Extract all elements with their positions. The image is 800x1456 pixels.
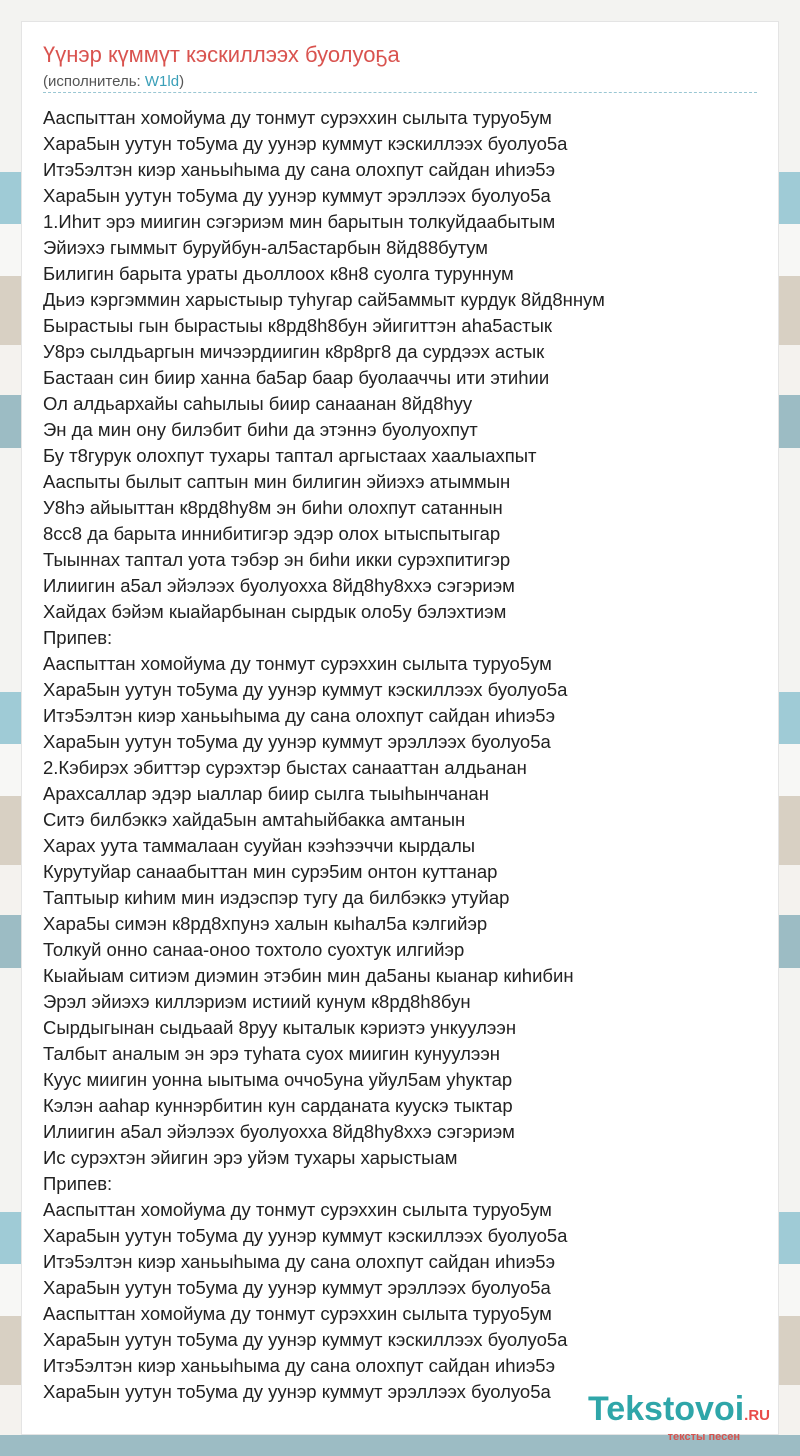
lyric-line: Ааспыттан хомойума ду тонмут сурэххин сылыта туруо5ум — [43, 107, 552, 128]
lyric-line: Ол алдьархайы саhылыы биир санаанан 8йд8hуу — [43, 393, 473, 414]
lyric-line: Эн да мин ону билэбит биhи да этэннэ буолуохпут — [43, 419, 478, 440]
lyric-line: Хайдах бэйэм кыайарбынан сырдык оло5у бэлэхтиэм — [43, 601, 507, 622]
lyrics-text — [43, 105, 768, 1405]
lyric-line: Билигин барыта ураты дьоллоох к8н8 суолга туруннум — [43, 263, 514, 284]
logo-brand: Tekstovoi — [587, 1390, 745, 1428]
lyric-line: Харах уута таммалаан сууйан кээhээччи кырдалы — [43, 835, 476, 856]
lyric-line: Итэ5элтэн киэр ханьыhыма ду сана олохпут сайдан иhиэ5э — [43, 1355, 556, 1376]
lyric-line: Ааспыттан хомойума ду тонмут сурэххин сылыта туруо5ум — [43, 1303, 552, 1324]
lyric-line: Хара5ын уутун то5ума ду уунэр куммут эрэллээх буолуо5а — [43, 731, 551, 752]
lyric-line: Припев: — [43, 627, 113, 648]
lyric-line: 1.Иhит эрэ миигин сэгэриэм мин барытын толкуйдаабытым — [43, 211, 556, 232]
site-logo[interactable] — [588, 1392, 770, 1443]
divider — [43, 92, 757, 93]
lyric-line: Илиигин а5ал эйэлээх буолуохха 8йд8hу8ххэ сэгэриэм — [43, 575, 515, 596]
lyric-line: Хара5ы симэн к8рд8хпунэ халын кыhал5а кэлгийэр — [43, 913, 488, 934]
lyric-line: Бастаан син биир ханна ба5ар баар буолааччы ити этиhии — [43, 367, 550, 388]
lyric-line: Кыайыам ситиэм диэмин этэбин мин да5аны кыанар киhибин — [43, 965, 574, 986]
performer-line — [43, 73, 184, 90]
lyric-line: Талбыт аналым эн эрэ туhата суох миигин кунуулээн — [43, 1043, 501, 1064]
lyric-line: Куус миигин уонна ыытыма оччо5уна уйул5ам уhуктар — [43, 1069, 513, 1090]
lyric-line: Ааспыты былыт саптын мин билигин эйиэхэ атыммын — [43, 471, 511, 492]
lyric-line: Ааспыттан хомойума ду тонмут сурэххин сылыта туруо5ум — [43, 653, 552, 674]
lyric-line: 8сс8 да барыта иннибитигэр эдэр олох ытыспытыгар — [43, 523, 501, 544]
lyric-line: Ис сурэхтэн эйигин эрэ уйэм тухары харыстыам — [43, 1147, 458, 1168]
lyric-line: Хара5ын уутун то5ума ду уунэр куммут кэскиллээх буолуо5а — [43, 1329, 568, 1350]
lyric-line: Илиигин а5ал эйэлээх буолуохха 8йд8hу8ххэ сэгэриэм — [43, 1121, 515, 1142]
lyric-line: Бу т8гурук олохпут тухары таптал аргыстаах хаалыахпыт — [43, 445, 537, 466]
lyric-line: Ситэ билбэккэ хайда5ын амтаhыйбакка амтанын — [43, 809, 466, 830]
performer-prefix: (исполнитель: — [43, 73, 145, 90]
lyric-line: 2.Кэбирэх эбиттэр сурэхтэр быстах санааттан алдьанан — [43, 757, 527, 778]
lyric-line: Кэлэн ааhар куннэрбитин кун сарданата кууск​э тыктар — [43, 1095, 513, 1116]
lyric-line: Сырдыгынан сыдьаай 8руу кыталык кэриэтэ ункуулээн — [43, 1017, 517, 1038]
lyric-line: Хара5ын уутун то5ума ду уунэр куммут эрэллээх буолуо5а — [43, 1277, 551, 1298]
lyric-line: Курутуйар санаабыттан мин сурэ5им онтон куттанар — [43, 861, 498, 882]
lyric-line: Таптыыр киhим мин иэдэспэр тугу да билбэккэ утуйар — [43, 887, 510, 908]
lyric-line: Хара5ын уутун то5ума ду уунэр куммут кэскиллээх буолуо5а — [43, 1225, 568, 1246]
lyric-line: Арахсаллар эдэр ыаллар биир сылга тыыhынчанан — [43, 783, 489, 804]
lyric-line: Эрэл эйиэхэ киллэриэм истиий кунум к8рд8h8бун — [43, 991, 471, 1012]
lyrics-card — [22, 22, 778, 1443]
song-title: Үүнэр күммүт кэскиллээх буолуоҕа — [43, 42, 400, 67]
lyric-line: Припев: — [43, 1173, 113, 1194]
lyric-line: У8рэ сылдьаргын мичээрдиигин к8р8рг8 да сурдээх астык — [43, 341, 545, 362]
lyric-line: Тыыннах таптал уота тэбэр эн биhи икки сурэхпитигэр — [43, 549, 511, 570]
lyric-line: Итэ5элтэн киэр ханьыhыма ду сана олохпут сайдан иhиэ5э — [43, 1251, 556, 1272]
logo-tagline: тексты песен — [667, 1431, 740, 1443]
lyric-line: Эйиэхэ гыммыт буруйбун-ал5астарбын 8йд88бутум — [43, 237, 489, 258]
lyric-line: Бырастыы гын бырастыы к8рд8h8бун эйигиттэн аhа5астык — [43, 315, 552, 336]
lyric-line: Хара5ын уутун то5ума ду уунэр куммут кэскиллээх буолуо5а — [43, 133, 568, 154]
lyric-line: Итэ5элтэн киэр ханьыhыма ду сана олохпут сайдан иhиэ5э — [43, 705, 556, 726]
lyric-line: Ааспыттан хомойума ду тонмут сурэххин сылыта туруо5ум — [43, 1199, 552, 1220]
performer-suffix: ) — [179, 73, 185, 90]
lyric-line: Хара5ын уутун то5ума ду уунэр куммут эрэллээх буолуо5а — [43, 1381, 551, 1402]
lyric-line: Итэ5элтэн киэр ханьыhыма ду сана олохпут сайдан иhиэ5э — [43, 159, 556, 180]
logo-tld: .RU — [744, 1407, 770, 1424]
lyric-line: У8hэ айыыттан к8рд8hу8м эн биhи олохпут сатаннын — [43, 497, 503, 518]
lyric-line: Хара5ын уутун то5ума ду уунэр куммут кэскиллээх буолуо5а — [43, 679, 568, 700]
lyric-line: Дьиэ кэргэммин харыстыыр туhугар сай5аммыт курдук 8йд8ннум — [43, 289, 605, 310]
lyric-line: Хара5ын уутун то5ума ду уунэр куммут эрэллээх буолуо5а — [43, 185, 551, 206]
performer-link[interactable]: W1ld — [144, 73, 180, 90]
lyric-line: Толкуй онно санаа-оноо тохтоло суохтук илгийэр — [43, 939, 465, 960]
